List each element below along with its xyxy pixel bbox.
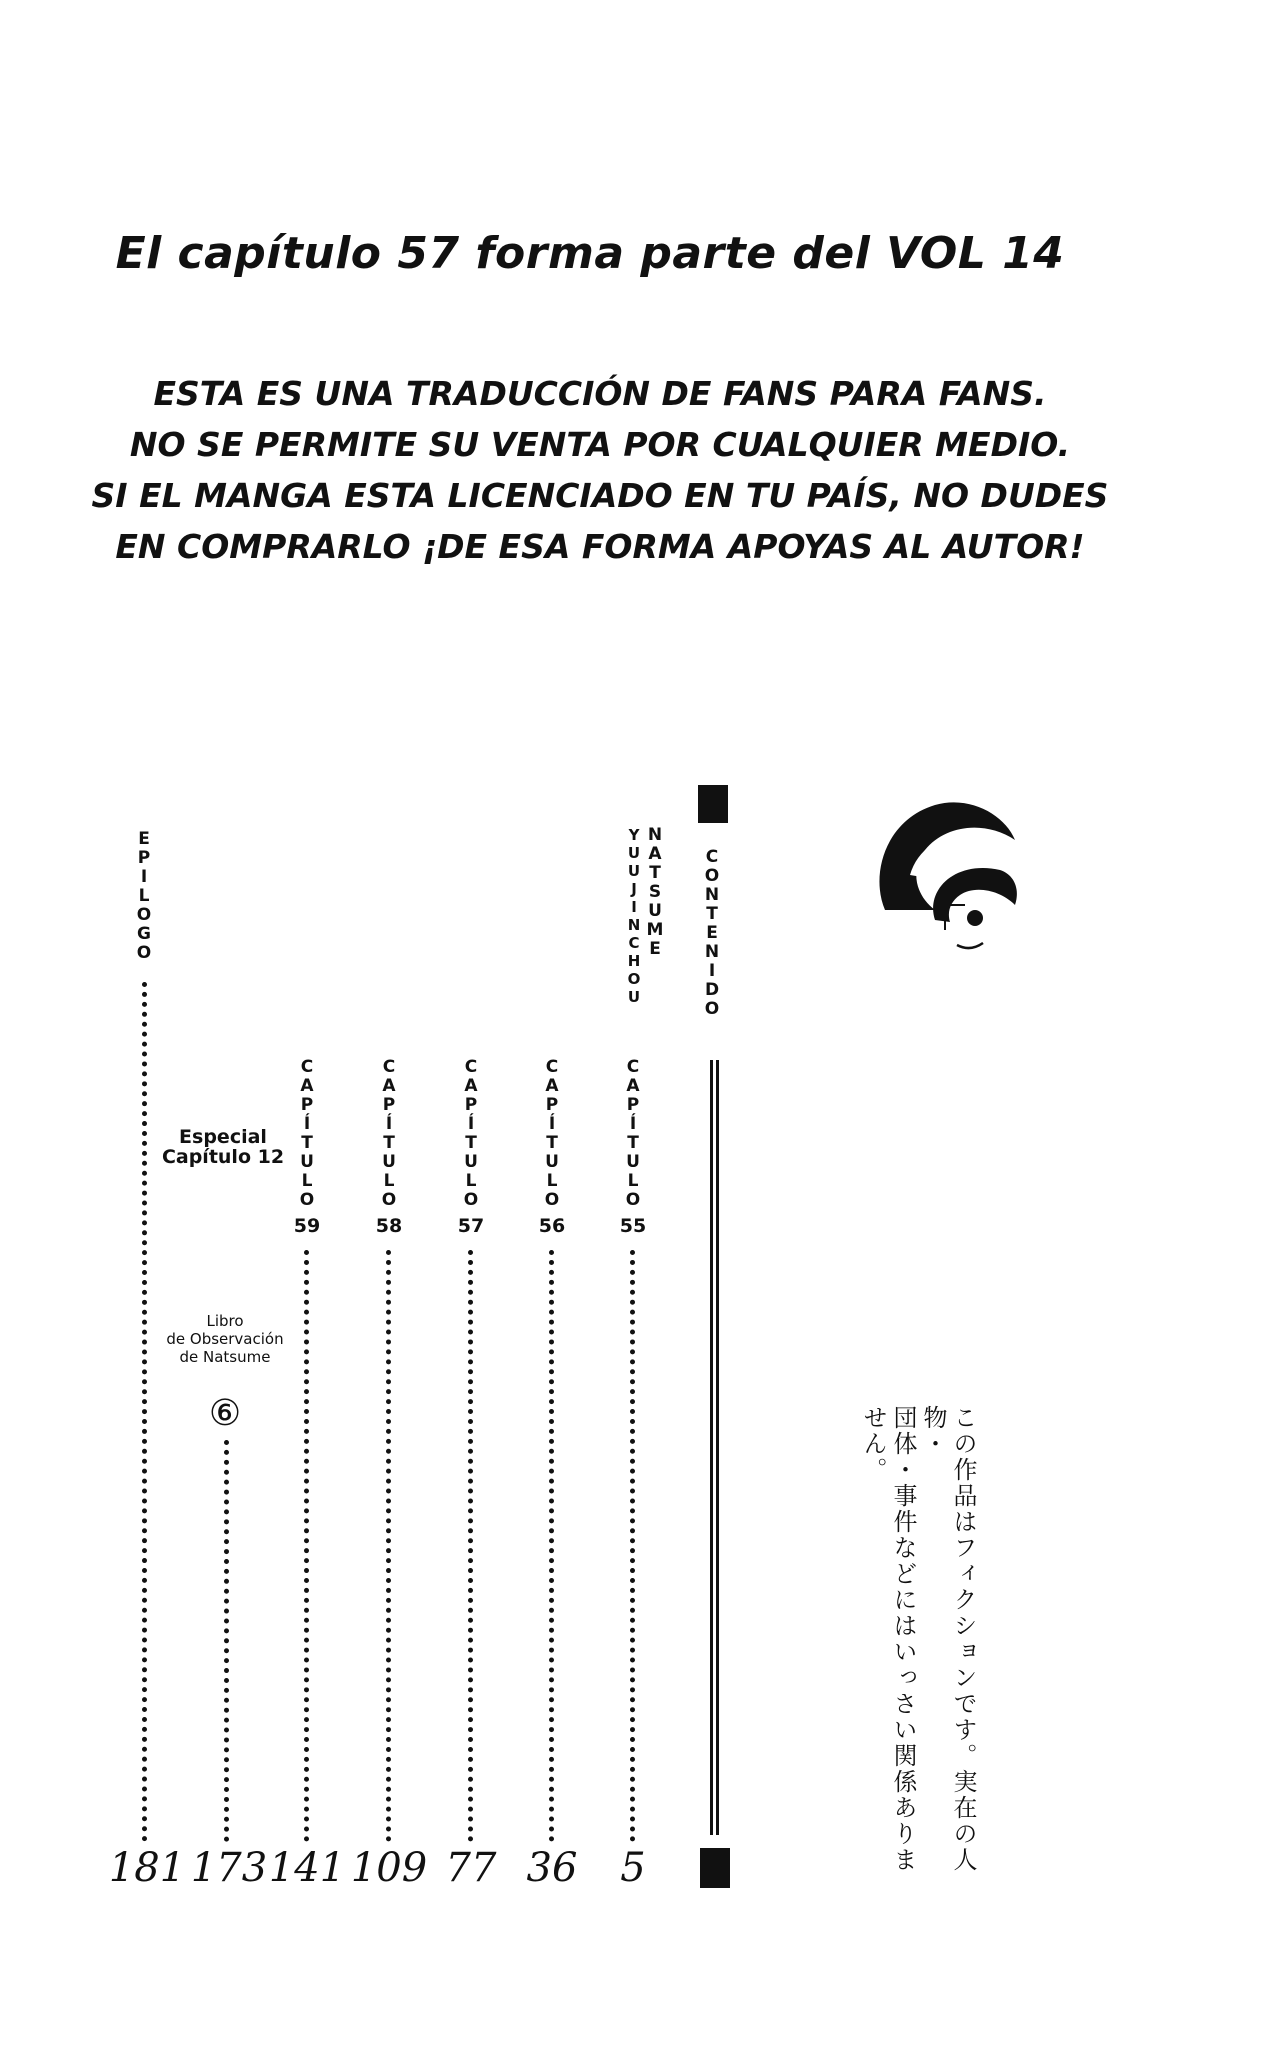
- chapter-leader-dots: [468, 1250, 479, 1842]
- book-leader-dots: [224, 1440, 235, 1842]
- chapter-label: C A P Í T U L O: [381, 1057, 397, 1210]
- chapter-label: C A P Í T U L O: [299, 1057, 315, 1210]
- contents-bottom-marker: [700, 1848, 730, 1888]
- chapter-number: 55: [619, 1215, 647, 1237]
- contents-rule-right: [716, 1060, 719, 1835]
- series-title: N A T S U M E: [646, 825, 664, 959]
- chapter-number: 57: [457, 1215, 485, 1237]
- chapter-number: 58: [375, 1215, 403, 1237]
- chapter-label: C A P Í T U L O: [463, 1057, 479, 1210]
- series-subtitle: Y U U J I N C H O U: [627, 826, 641, 1006]
- chapter-number: 56: [538, 1215, 566, 1237]
- chapter-label: C A P Í T U L O: [544, 1057, 560, 1210]
- chapter-page-number: 77: [445, 1845, 497, 1891]
- notice-line: SI EL MANGA ESTA LICENCIADO EN TU PAÍS, NO DUDES: [91, 476, 1109, 515]
- disclaimer-line: 団体・事件などにはいっさい関係ありません。: [859, 1405, 917, 1873]
- special-chapter-label: [158, 1127, 288, 1167]
- contents-label: C O N T E N I D O: [704, 847, 720, 1019]
- book-page-number: 173: [190, 1845, 268, 1891]
- fan-translation-notice: [0, 368, 1200, 572]
- chapter-leader-dots: [386, 1250, 397, 1842]
- epilogue-page-number: 181: [108, 1845, 186, 1891]
- chapter-page-number: 36: [526, 1845, 578, 1891]
- book-number: ⑥: [208, 1393, 242, 1434]
- chapter-number: 59: [293, 1215, 321, 1237]
- contents-top-marker: [698, 785, 728, 823]
- series-logo-icon: [865, 780, 1025, 960]
- chapter-label: C A P Í T U L O: [625, 1057, 641, 1210]
- book-label-line: de Observación: [166, 1330, 284, 1348]
- chapter-leader-dots: [549, 1250, 560, 1842]
- volume-title: El capítulo 57 forma parte del VOL 14: [115, 228, 1065, 279]
- chapter-leader-dots: [630, 1250, 641, 1842]
- notice-line: ESTA ES UNA TRADUCCIÓN DE FANS PARA FANS.: [153, 374, 1047, 413]
- chapter-page-number: 109: [350, 1845, 428, 1891]
- contents-rule-left: [710, 1060, 713, 1835]
- book-label-line: Libro: [206, 1312, 244, 1330]
- special-label-line: Capítulo 12: [161, 1146, 285, 1168]
- chapter-leader-dots: [304, 1250, 315, 1842]
- chapter-page-number: 5: [620, 1845, 646, 1891]
- book-label-line: de Natsume: [179, 1348, 271, 1366]
- special-label-line: Especial: [179, 1126, 267, 1148]
- epilogue-label: E P I L O G O: [136, 829, 152, 963]
- notice-line: EN COMPRARLO ¡DE ESA FORMA APOYAS AL AUTOR!: [115, 527, 1085, 566]
- fiction-disclaimer: [859, 1405, 978, 1885]
- epilogue-leader-dots: [142, 982, 153, 1842]
- disclaimer-line: この作品はフィクションです。実在の人物・: [919, 1405, 977, 1873]
- notice-line: NO SE PERMITE SU VENTA POR CUALQUIER MEDIO.: [129, 425, 1071, 464]
- book-label: [150, 1312, 300, 1366]
- chapter-page-number: 141: [268, 1845, 346, 1891]
